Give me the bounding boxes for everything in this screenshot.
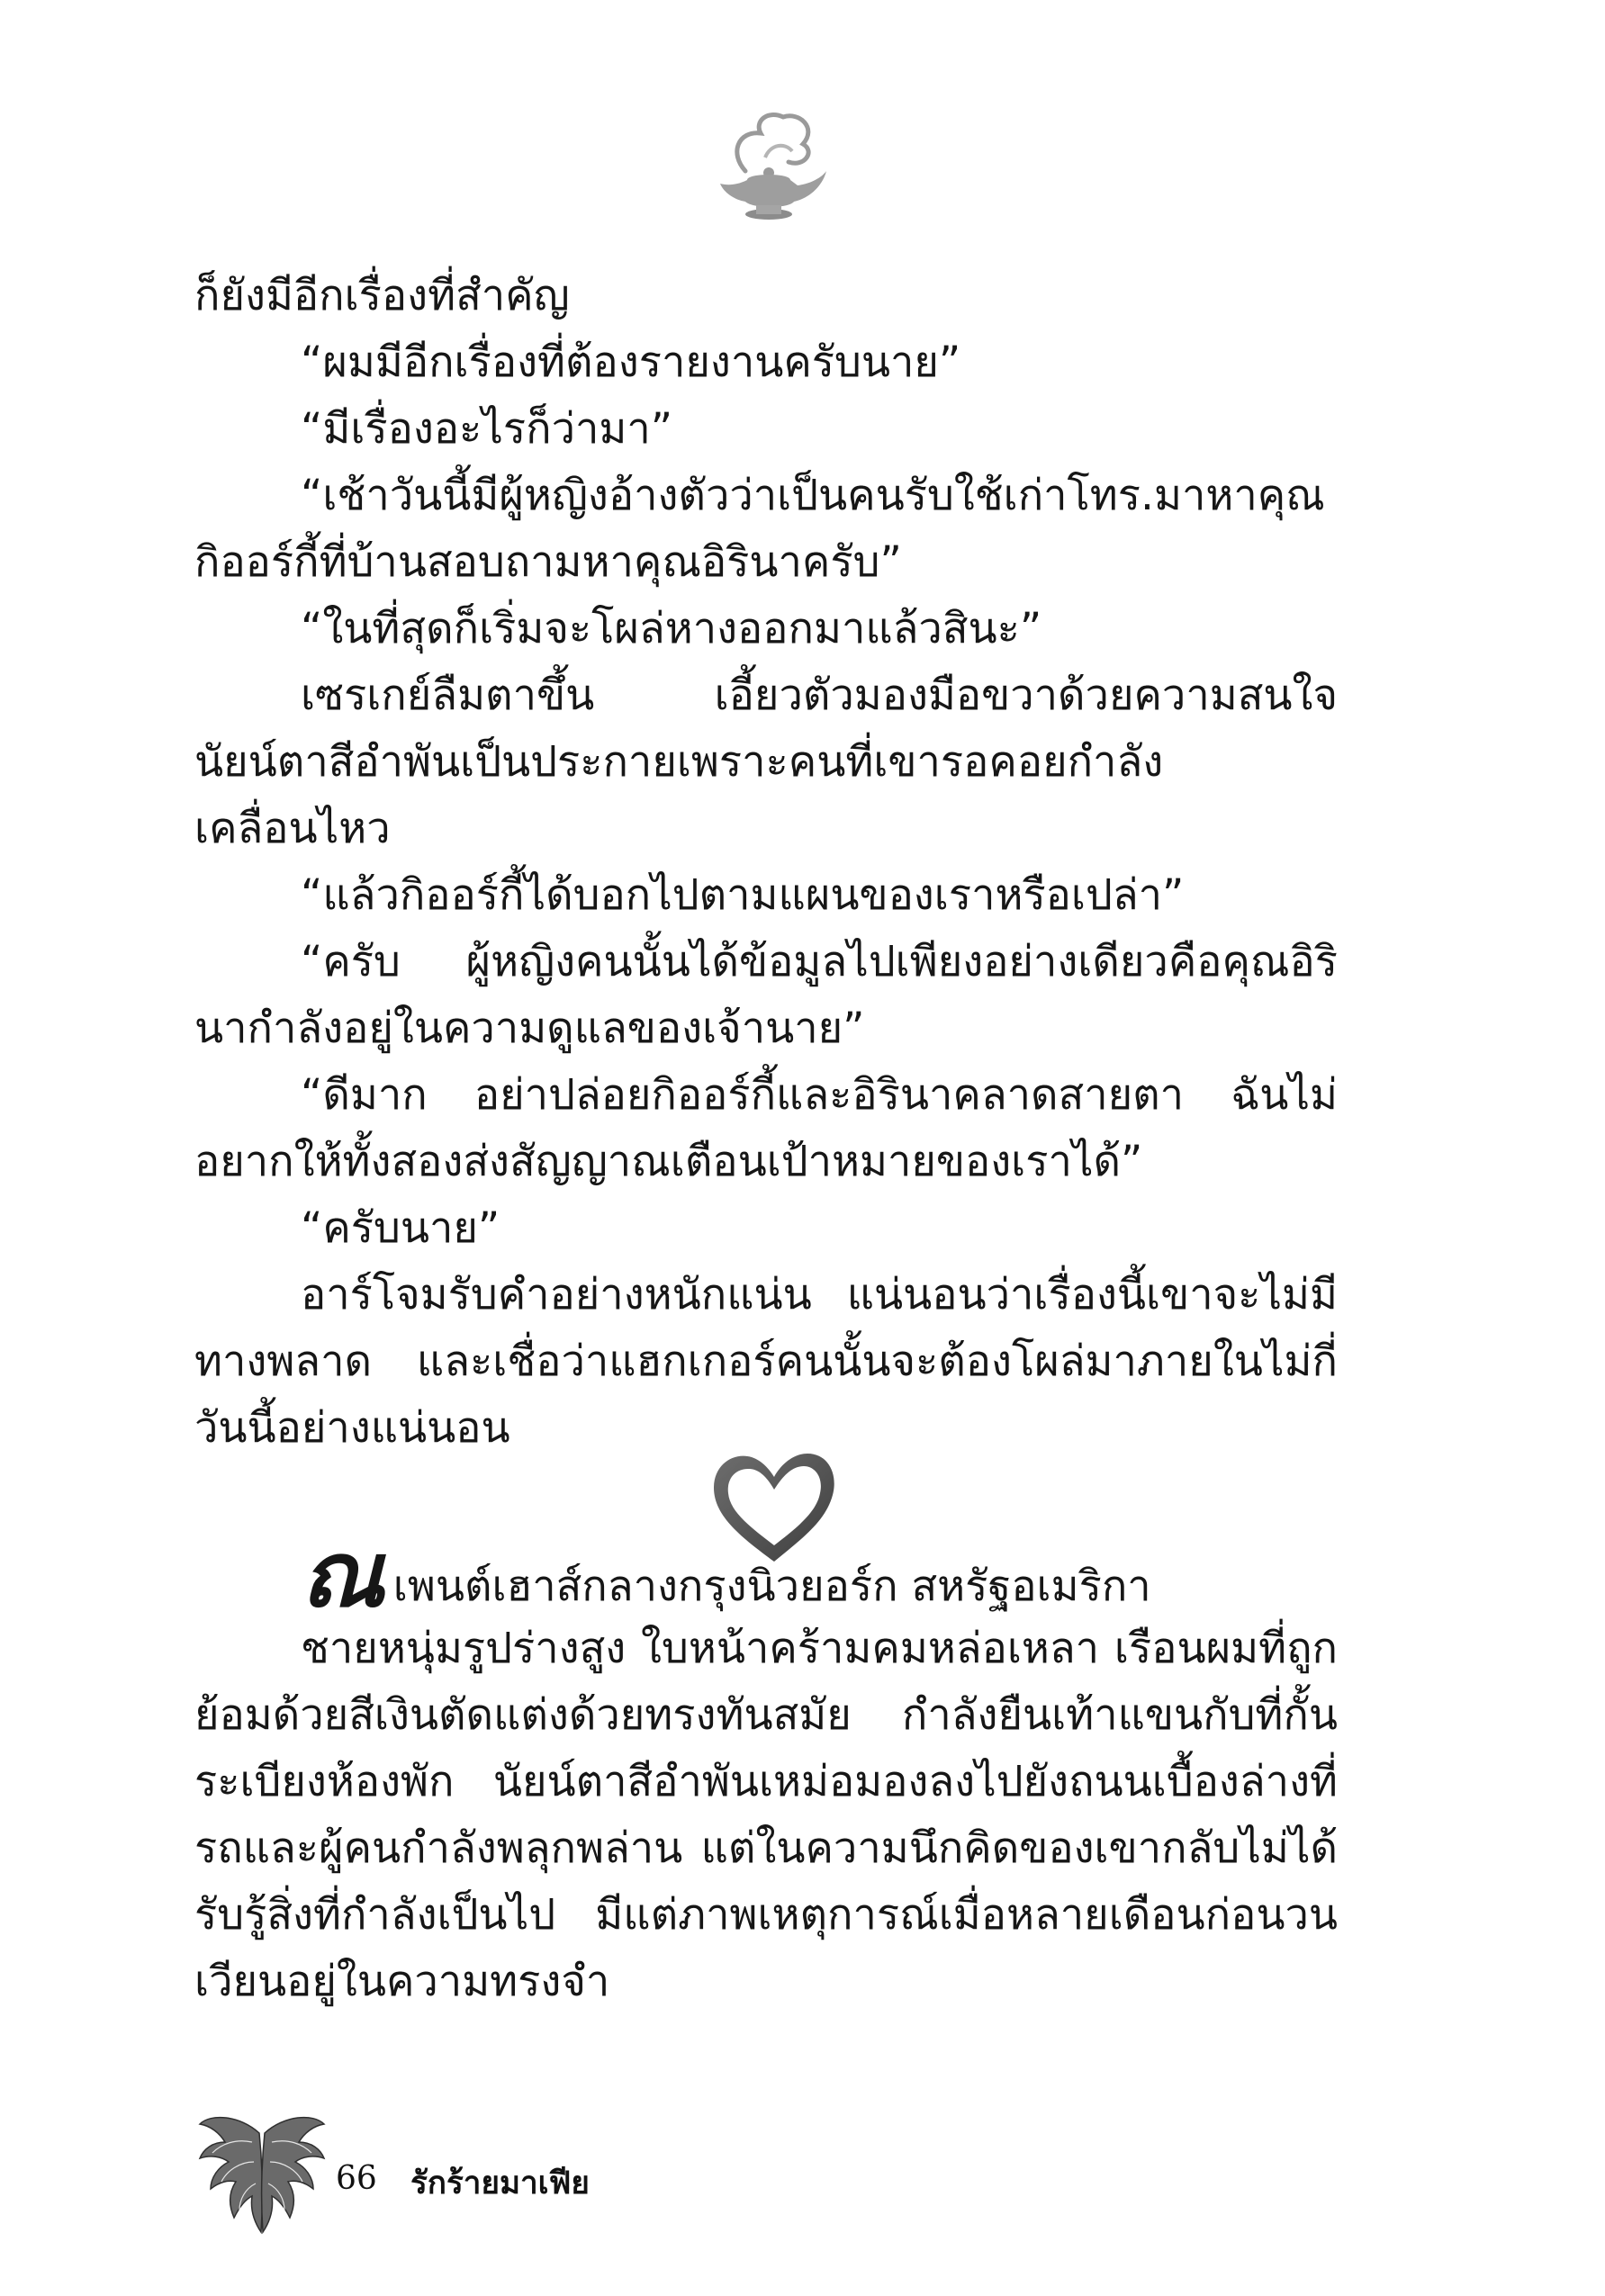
paragraph: “ครับ ผู้หญิงคนนั้นได้ข้อมูลไปเพียงอย่างเดียวคือคุณอิรินากำลังอยู่ในความดูแลของเจ้านาย” <box>194 937 1338 1053</box>
page-number: 66 <box>336 2160 377 2197</box>
paragraph: “ผมมีอีกเรื่องที่ต้องรายงานครับนาย” <box>301 338 961 387</box>
section-2-opening <box>301 1522 1151 1627</box>
paragraph: “ดีมาก อย่าปล่อยกิออร์กี้และอิรินาคลาดสายตา ฉันไม่อยากให้ทั้งสองส่งสัญญาณเตือนเป้าหมายของเราได้” <box>194 1070 1338 1186</box>
paragraph: “เช้าวันนี้มีผู้หญิงอ้างตัวว่าเป็นคนรับใช้เก่าโทร.มาหาคุณกิออร์กี้ที่บ้านสอบถามหาคุณอิรินาครับ” <box>194 471 1325 587</box>
genie-lamp-icon <box>711 108 828 234</box>
paragraph: เซรเกย์ลืมตาขึ้น เอี้ยวตัวมองมือขวาด้วยความสนใจ นัยน์ตาสีอำพันเป็นประกายเพราะคนที่เขารอคอยกำลังเคลื่อนไหว <box>194 671 1338 853</box>
drop-cap: ณ <box>301 1522 381 1627</box>
paragraph: ก็ยังมีอีกเรื่องที่สำคัญ <box>194 271 570 320</box>
angel-wings-icon <box>194 2106 329 2241</box>
paragraph: “ครับนาย” <box>301 1203 500 1253</box>
page-footer <box>194 2106 735 2241</box>
section-2-text <box>194 1616 1338 2015</box>
book-title: รักร้ายมาเฟีย <box>410 2165 590 2201</box>
paragraph: อาร์โจมรับคำอย่างหนักแน่น แน่นอนว่าเรื่องนี้เขาจะไม่มีทางพลาด และเชื่อว่าแฮกเกอร์คนนั้นจะต้องโผล่มาภายในไม่กี่วันนี้อย่างแน่นอน <box>194 1270 1338 1453</box>
paragraph: ชายหนุ่มรูปร่างสูง ใบหน้าคร้ามคมหล่อเหลา เรือนผมที่ถูกย้อมด้วยสีเงินตัดแต่งด้วยทรงทันสมัย กำลังยืนเท้าแขนกับที่กั้นระเบียงห้องพัก นัยน์ตาสีอำพันเหม่อมองลงไปยังถนนเบื้องล่างที่รถและผู้คนกำลังพลุกพล่าน แต่ในความนึกคิดของเขากลับไม่ได้รับรู้สิ่งที่กำลังเป็นไป มีแต่ภาพเหตุการณ์เมื่อหลายเดือนก่อนวนเวียนอยู่ในความทรงจำ <box>194 1624 1338 2006</box>
paragraph: “มีเรื่องอะไรก็ว่ามา” <box>301 404 673 454</box>
paragraph: “แล้วกิออร์กี้ได้บอกไปตามแผนของเราหรือเปล่า” <box>301 870 1185 920</box>
opening-line: เพนต์เฮาส์กลางกรุงนิวยอร์ก สหรัฐอเมริกา <box>392 1562 1151 1611</box>
section-1-text <box>194 263 1338 1462</box>
paragraph: “ในที่สุดก็เริ่มจะโผล่หางออกมาแล้วสินะ” <box>301 604 1042 653</box>
